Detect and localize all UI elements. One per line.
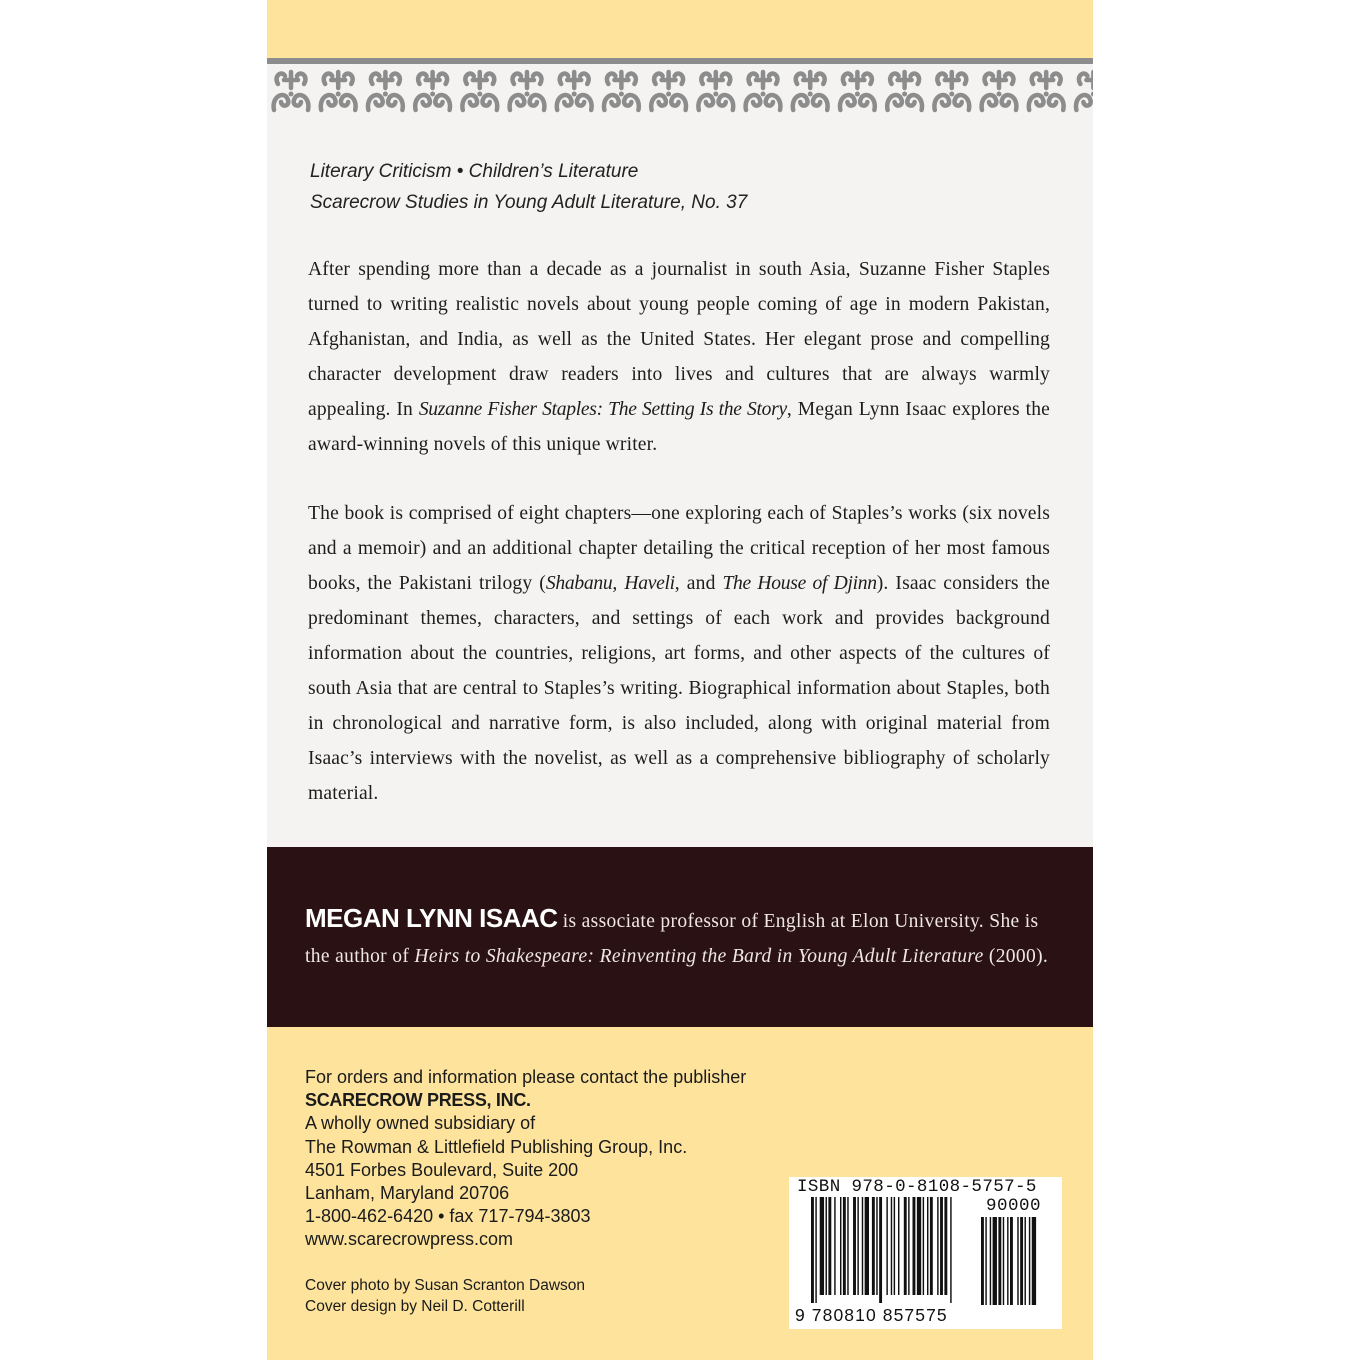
ornament-motif [982,72,1017,110]
barcode-bar [940,1197,943,1295]
barcode-addon-bar [998,1217,1001,1305]
title-house-of-djinn: The House of Djinn [722,573,877,594]
barcode-addon-bar [1003,1217,1004,1305]
barcode-bar [826,1197,827,1295]
barcode-addon-bar [1017,1217,1018,1305]
barcode-bar [853,1197,856,1295]
barcode-bar [811,1197,814,1303]
publisher-info [305,1066,805,1252]
barcode-bar [843,1197,846,1295]
barcode-bar [930,1197,933,1295]
ornament-motif [321,72,356,110]
publisher-address-1: 4501 Forbes Boulevard, Suite 200 [305,1159,579,1180]
barcode-bar [815,1197,816,1303]
barcode-bar [937,1197,938,1295]
ornament-motif [462,72,497,110]
barcode-panel [789,1177,1062,1329]
top-color-band [267,0,1093,58]
ornament-motif [887,72,922,110]
cover-design-credit: Cover design by Neil D. Cotterill [305,1298,525,1315]
description-paragraph-2: The book is comprised of eight chapters—one exploring each of Staples’s works (six novels and a memoir) and an additional chapter detailing the critical reception of her most famous books, the Pakistani trilogy (Shabanu, Haveli, and The House of Djinn). Isaac considers the predominant themes, characters, and settings of each work and provides background information about the countries, religions, art forms, and other aspects of the cultures of south Asia that are central to Staples’s writing. Biographical information about Staples, both in chronological and narrative form, is also included, along with original material from Isaac’s interviews with the novelist, as well as a comprehensive bibliography of scholarly material. [308,503,1050,804]
barcode-bar [950,1197,951,1303]
barcode-bar [862,1197,863,1295]
ornament-motif [368,72,403,110]
publisher-phone: 1-800-462-6420 • fax 717-794-3803 [305,1206,591,1227]
barcode-bar [917,1197,921,1295]
ornament-motif [746,72,781,110]
subject-categories: Literary Criticism • Children’s Literature [310,161,639,182]
isbn-number: ISBN 978-0-8108-5757-5 [797,1177,1037,1197]
barcode-bar [872,1197,875,1295]
barcode-bar [908,1197,909,1295]
ornament-motif [274,72,309,110]
barcode-addon-bar [985,1217,986,1305]
barcode-addon-bar [1025,1217,1026,1305]
ornament-motif [557,72,592,110]
barcode-addon-bar [990,1217,991,1305]
author-name: MEGAN LYNN ISAAC [305,903,558,933]
publisher-band [267,1027,1093,1360]
ornament-motif [934,72,969,110]
barcode-bar [891,1197,892,1295]
cover-credits [305,1275,725,1317]
description-paragraph-1: After spending more than a decade as a journalist in south Asia, Suzanne Fisher Staples turned to writing realistic novels about young people coming of age in modern Pakistan, Afghanistan, and India, as well as the United States. Her elegant prose and compelling character development draw readers into lives and cultures that are always warmly appealing. In Suzanne Fisher Staples: The Setting Is the Story, Megan Lynn Isaac explores the award-winning novels of this unique writer. [308,259,1050,455]
barcode-bar [904,1197,907,1295]
barcode-bar [886,1197,887,1295]
series-name: Scarecrow Studies in Young Adult Literature, No. 37 [310,192,748,213]
title-haveli: Haveli [624,573,675,594]
book-title: Suzanne Fisher Staples: The Setting Is the Story [418,399,787,420]
ornament-motif [604,72,639,110]
title-shabanu: Shabanu [545,573,613,594]
barcode-bar [923,1197,924,1295]
publisher-parent: The Rowman & Littlefield Publishing Group, Inc. [305,1136,688,1157]
ornament-motif [1076,72,1093,110]
book-back-cover [267,0,1093,1360]
ornament-rule [267,58,1093,64]
barcode-bar [834,1197,835,1295]
barcode-addon-bar [981,1217,984,1305]
cover-photo-credit: Cover photo by Susan Scranton Dawson [305,1277,586,1294]
ornament-motif [698,72,733,110]
barcode-bar [879,1197,882,1303]
barcode-bar [913,1197,916,1295]
ornament-pattern-icon [267,66,1093,122]
author-bio-band [267,847,1093,1027]
barcode-addon-bar [1020,1217,1023,1305]
barcode-addon-bar [1029,1217,1030,1305]
ornament-motif [840,72,875,110]
ornament-motif [415,72,450,110]
barcode-bar [898,1197,899,1295]
publisher-address-2: Lanham, Maryland 20706 [305,1183,510,1204]
barcode-bar [944,1197,947,1295]
ornament-motif [793,72,828,110]
decorative-border [267,66,1093,122]
barcode-bar [820,1197,824,1295]
barcode-bar [857,1197,858,1295]
barcode-bar [840,1197,841,1295]
barcode-bar [828,1197,831,1295]
ornament-motif [1029,72,1064,110]
publisher-intro: For orders and information please contact the publisher [305,1067,747,1087]
publisher-website: www.scarecrowpress.com [305,1229,514,1250]
author-bio: MEGAN LYNN ISAAC is associate professor of English at Elon University. She is the author of Heirs to Shakespeare: Reinventing the Bard in Young Adult Literature (2000). [305,903,1049,967]
barcode-bar [865,1197,869,1295]
barcode-bar [847,1197,848,1295]
publisher-name: SCARECROW PRESS, INC. [305,1090,531,1111]
barcode-bar [876,1197,877,1295]
barcode-bar [894,1197,895,1295]
ornament-motif [651,72,686,110]
price-code: 90000 [986,1196,1042,1216]
ornament-motif [510,72,545,110]
barcode-digits: 9 780810 857575 [795,1305,970,1326]
barcode-addon-bar [1010,1217,1013,1305]
barcode-bar [927,1197,928,1295]
publisher-subsidiary: A wholly owned subsidiary of [305,1113,536,1134]
barcode-addon-bar [993,1217,997,1305]
author-book-title: Heirs to Shakespeare: Reinventing the Bard in Young Adult Literature [414,946,984,967]
subject-block [310,156,1010,218]
barcode-addon-bar [1007,1217,1008,1305]
barcode-addon-bar [1032,1217,1036,1305]
